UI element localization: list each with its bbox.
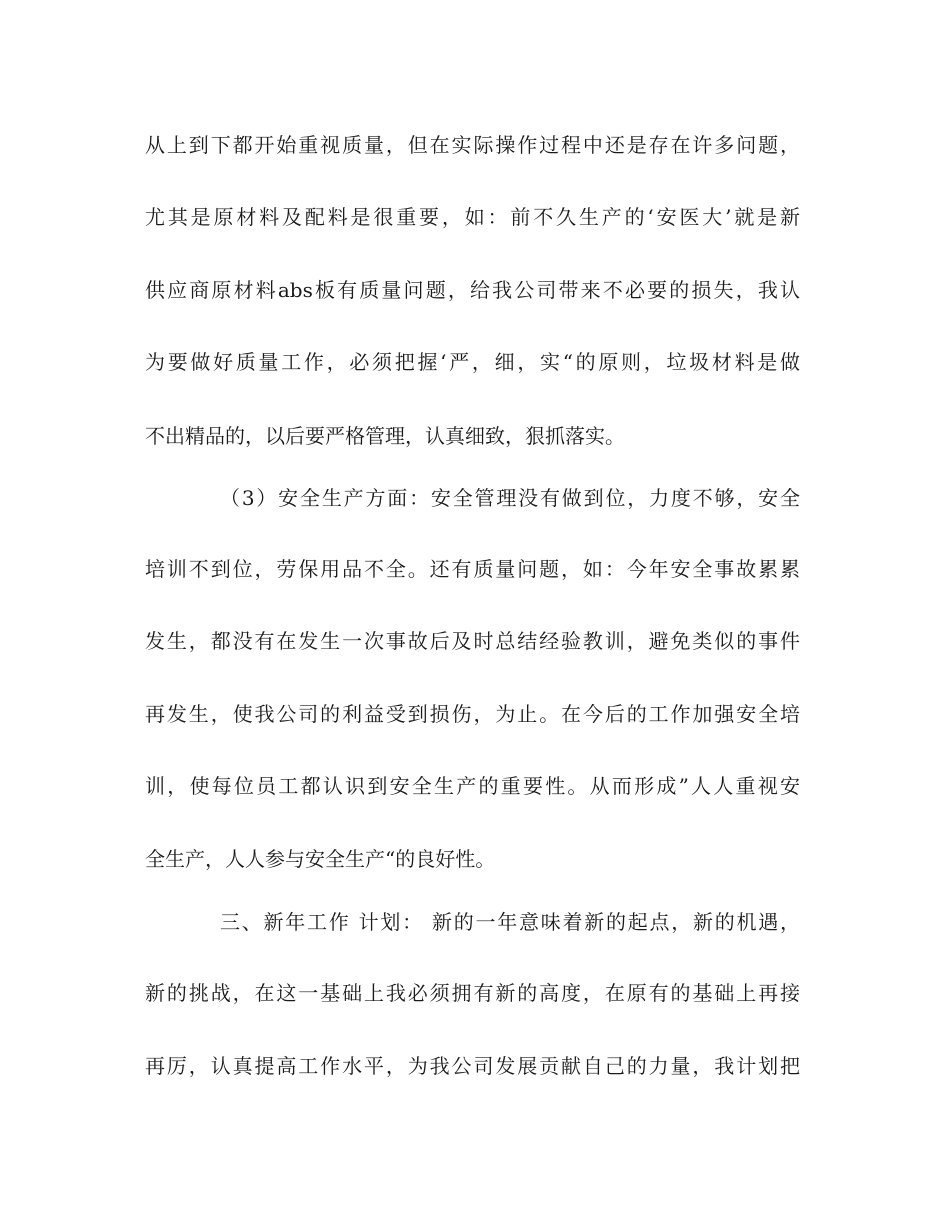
text-line: 尤其是原材料及配料是很重要，如：前不久生产的‘安医大’就是新 bbox=[145, 205, 800, 229]
text-line: 不出精品的，以后要严格管理，认真细致，狠抓落实。 bbox=[145, 424, 625, 448]
text-line: 新的挑战，在这一基础上我必须拥有新的高度，在原有的基础上再接 bbox=[145, 981, 800, 1005]
text-line: 培训不到位，劳保用品不全。还有质量问题，如：今年安全事故累累 bbox=[145, 557, 800, 581]
text-line: 从上到下都开始重视质量，但在实际操作过程中还是存在许多问题， bbox=[145, 133, 800, 157]
text-line: 供应商原材料abs板有质量问题，给我公司带来不必要的损失，我认 bbox=[145, 278, 800, 302]
text-line: 发生，都没有在发生一次事故后及时总结经验教训，避免类似的事件 bbox=[145, 629, 800, 653]
text-line: 全生产，人人参与安全生产“的良好性。 bbox=[145, 847, 496, 871]
text-line: 再厉，认真提高工作水平，为我公司发展贡献自己的力量，我计划把 bbox=[145, 1054, 800, 1078]
text-line: （3）安全生产方面：安全管理没有做到位，力度不够，安全 bbox=[220, 486, 800, 510]
text-line: 为要做好质量工作，必须把握‘严，细，实“的原则，垃圾材料是做 bbox=[145, 350, 800, 374]
text-line: 训，使每位员工都认识到安全生产的重要性。从而形成”人人重视安 bbox=[145, 774, 800, 798]
text-line: 三、新年工作 计划： 新的一年意味着新的起点，新的机遇， bbox=[220, 910, 800, 934]
text-line: 再发生，使我公司的利益受到损伤，为止。在今后的工作加强安全培 bbox=[145, 702, 800, 726]
